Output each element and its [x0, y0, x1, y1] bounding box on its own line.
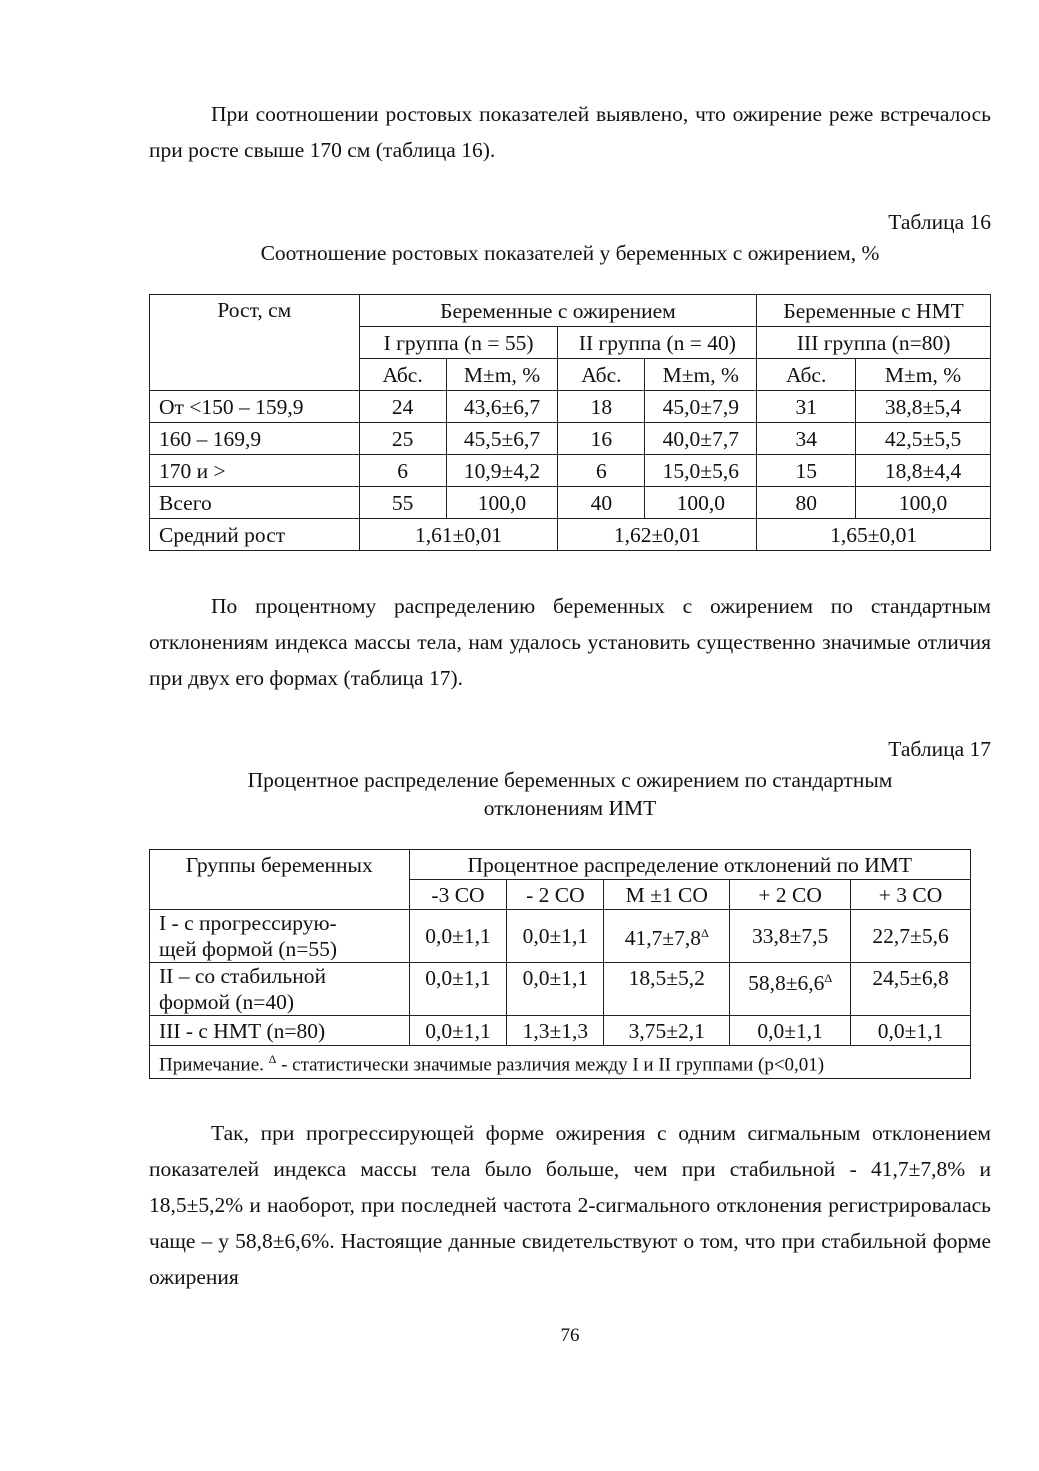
t17-header-span: Процентное распределение отклонений по ИМТ [409, 850, 970, 880]
t17-col: + 3 СО [851, 880, 971, 910]
table16-number: Таблица 16 [888, 210, 991, 234]
row-label-line: I - с прогрессирую- [159, 911, 337, 935]
cell: 45,5±6,7 [446, 423, 558, 455]
table-row [150, 455, 991, 487]
row-label-line: щей формой (n=55) [159, 937, 338, 961]
cell: 18 [558, 391, 645, 423]
table-row [150, 1016, 971, 1046]
cell: 40 [558, 487, 645, 519]
note-prefix: Примечание. [159, 1054, 264, 1076]
cell: 18,5±5,2 [604, 963, 730, 1016]
t16-header-g3: III группа (n=80) [757, 327, 991, 359]
paragraph-conclusion: Так, при прогрессирующей форме ожирения с одним сигмальным отклонением показателей индекса массы тела было больше, чем при стабильной - 41,7±7,8% и 18,5±5,2% и наоборот, при последней частота 2-сигмального отклонения регистрировалась чаще – у 58,8±6,6%. Настоящие данные свидетельствуют о том, что при стабильной форме ожирения [149, 1121, 991, 1289]
cell: 6 [558, 455, 645, 487]
table-17 [149, 849, 971, 1079]
t16-header-nmt: Беременные с НМТ [757, 295, 991, 327]
cell: 1,61±0,01 [359, 519, 558, 551]
table-16 [149, 294, 991, 551]
row-label-line: формой (n=40) [159, 990, 295, 1014]
table16-title: Соотношение ростовых показателей у беременных с ожирением, % [260, 241, 880, 265]
cell: 0,0±1,1 [730, 1016, 851, 1046]
row-label: От <150 – 159,9 [150, 391, 360, 423]
row-label [150, 963, 410, 1016]
row-label [150, 910, 410, 963]
delta-mark: Δ [824, 971, 833, 985]
t17-col: -3 СО [409, 880, 507, 910]
table17-number: Таблица 17 [888, 737, 991, 761]
row-label: 170 и > [150, 455, 360, 487]
cell: 18,8±4,4 [856, 455, 991, 487]
cell: 3,75±2,1 [604, 1016, 730, 1046]
cell: 40,0±7,7 [645, 423, 757, 455]
cell-value: 41,7±7,8 [624, 926, 702, 951]
cell: 100,0 [446, 487, 558, 519]
cell [604, 910, 730, 963]
cell: 22,7±5,6 [851, 910, 971, 963]
t16-mm-3: M±m, % [856, 359, 991, 391]
t16-abs-2: Абс. [558, 359, 645, 391]
delta-mark: Δ [268, 1052, 277, 1066]
note-text: - статистически значимые различия между I и II группами (р<0,01) [276, 1054, 825, 1076]
cell: 6 [359, 455, 446, 487]
cell: 24,5±6,8 [851, 963, 971, 1016]
cell: 0,0±1,1 [851, 1016, 971, 1046]
cell: 0,0±1,1 [409, 963, 507, 1016]
t16-mm-1: M±m, % [446, 359, 558, 391]
cell: 15 [757, 455, 856, 487]
table17-title-line2: отклонениям ИМТ [483, 796, 657, 820]
row-label: Всего [150, 487, 360, 519]
t17-header-groups: Группы беременных [150, 850, 410, 910]
cell: 25 [359, 423, 446, 455]
cell: 55 [359, 487, 446, 519]
table-row [150, 487, 991, 519]
row-label: 160 – 169,9 [150, 423, 360, 455]
cell: 80 [757, 487, 856, 519]
cell: 45,0±7,9 [645, 391, 757, 423]
cell: 43,6±6,7 [446, 391, 558, 423]
table-row [150, 519, 991, 551]
table17-title [149, 766, 991, 822]
table-row [150, 963, 971, 1016]
paragraph-distribution: По процентному распределению беременных с ожирением по стандартным отклонениям индекса массы тела, нам удалось установить существенно значимые отличия при двух его формах (таблица 17). [149, 594, 991, 690]
cell: 38,8±5,4 [856, 391, 991, 423]
table-row [150, 910, 971, 963]
cell: 100,0 [645, 487, 757, 519]
cell: 24 [359, 391, 446, 423]
table17-note [150, 1046, 971, 1079]
cell-value: 58,8±6,6 [748, 971, 825, 996]
cell: 34 [757, 423, 856, 455]
cell: 0,0±1,1 [507, 910, 604, 963]
t16-header-g2: II группа (n = 40) [558, 327, 757, 359]
cell: 1,62±0,01 [558, 519, 757, 551]
table-row [150, 391, 991, 423]
t17-col: М ±1 СО [604, 880, 730, 910]
t16-header-g1: I группа (n = 55) [359, 327, 558, 359]
cell: 0,0±1,1 [507, 963, 604, 1016]
cell [730, 963, 851, 1016]
cell: 31 [757, 391, 856, 423]
table-row [150, 423, 991, 455]
t17-col: + 2 СО [730, 880, 851, 910]
cell: 1,65±0,01 [757, 519, 991, 551]
cell: 10,9±4,2 [446, 455, 558, 487]
t17-col: - 2 СО [507, 880, 604, 910]
row-label: Средний рост [150, 519, 360, 551]
t16-mm-2: M±m, % [645, 359, 757, 391]
cell: 42,5±5,5 [856, 423, 991, 455]
t16-abs-1: Абс. [359, 359, 446, 391]
cell: 0,0±1,1 [409, 1016, 507, 1046]
cell: 100,0 [856, 487, 991, 519]
page-number: 76 [560, 1325, 580, 1346]
row-label-line: II – со стабильной [159, 964, 326, 988]
cell: 1,3±1,3 [507, 1016, 604, 1046]
t16-header-height: Рост, см [150, 295, 360, 391]
t16-header-obese: Беременные с ожирением [359, 295, 757, 327]
row-label: III - с НМТ (n=80) [150, 1016, 410, 1046]
cell: 33,8±7,5 [730, 910, 851, 963]
table17-title-line1: Процентное распределение беременных с ожирением по стандартным [247, 768, 893, 792]
cell: 0,0±1,1 [409, 910, 507, 963]
t16-abs-3: Абс. [757, 359, 856, 391]
cell: 16 [558, 423, 645, 455]
delta-mark: Δ [701, 926, 709, 941]
paragraph-intro: При соотношении ростовых показателей выявлено, что ожирение реже встречалось при росте свыше 170 см (таблица 16). [149, 102, 991, 162]
cell: 15,0±5,6 [645, 455, 757, 487]
